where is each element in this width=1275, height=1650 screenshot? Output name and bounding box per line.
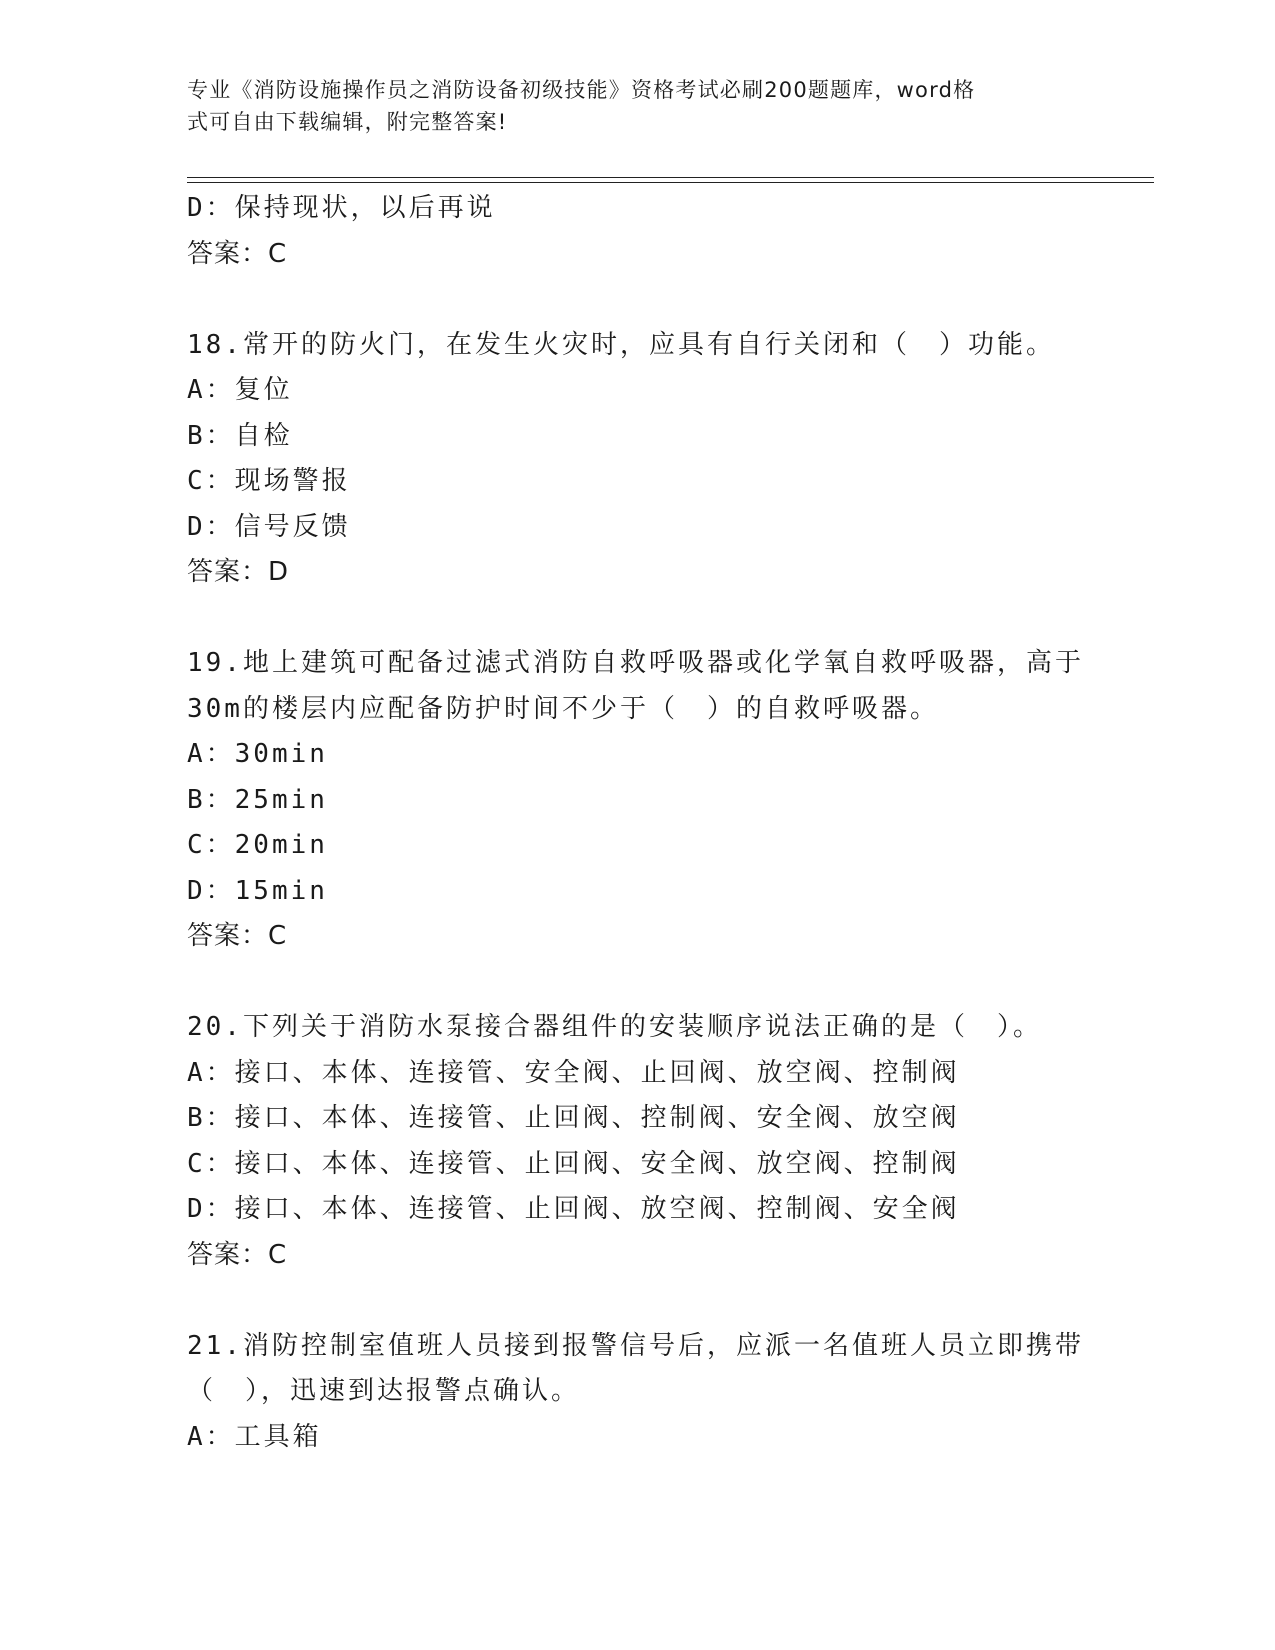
answer-line: 答案：C [187, 921, 288, 951]
question-18-block [187, 323, 1187, 596]
answer-line: 答案：C [187, 238, 288, 269]
question-17-block [187, 186, 1187, 277]
document-header [187, 74, 1067, 138]
option-d: D：15min [187, 875, 328, 906]
option-d: D：信号反馈 [187, 511, 351, 542]
question-text-line-1: 21.消防控制室值班人员接到报警信号后，应派一名值班人员立即携带 [187, 1330, 1084, 1361]
question-text-line-2: （ ），迅速到达报警点确认。 [187, 1376, 581, 1406]
option-b: B：接口、本体、连接管、止回阀、控制阀、安全阀、放空阀 [187, 1103, 960, 1133]
question-21-block [187, 1324, 1187, 1461]
header-divider-bottom [187, 182, 1154, 183]
option-a: A：工具箱 [187, 1421, 322, 1452]
question-list [187, 186, 1187, 1460]
header-line-1: 专业《消防设施操作员之消防设备初级技能》资格考试必刷200题题库，word格 [187, 78, 976, 102]
option-c: C：接口、本体、连接管、止回阀、安全阀、放空阀、控制阀 [187, 1148, 960, 1179]
question-text: 20.下列关于消防水泵接合器组件的安装顺序说法正确的是（ ）。 [187, 1012, 1042, 1042]
option-c: C：20min [187, 830, 328, 860]
option-d: D：接口、本体、连接管、止回阀、放空阀、控制阀、安全阀 [187, 1194, 960, 1224]
question-20-block [187, 1005, 1187, 1278]
option-c: C：现场警报 [187, 466, 351, 496]
option-a: A：接口、本体、连接管、安全阀、止回阀、放空阀、控制阀 [187, 1057, 960, 1088]
option-b: B：25min [187, 784, 328, 815]
question-text-line-2: 30m的楼层内应配备防护时间不少于（ ）的自救呼吸器。 [187, 693, 939, 724]
option-d: D：保持现状，以后再说 [187, 193, 496, 223]
question-text-line-1: 19.地上建筑可配备过滤式消防自救呼吸器或化学氧自救呼吸器，高于 [187, 648, 1084, 678]
answer-line: 答案：C [187, 1239, 288, 1270]
answer-line: 答案：D [187, 557, 290, 587]
header-divider-top [187, 177, 1154, 178]
option-b: B：自检 [187, 420, 293, 451]
option-a: A：30min [187, 739, 328, 769]
question-19-block [187, 641, 1187, 960]
option-a: A：复位 [187, 375, 293, 405]
header-line-2: 式可自由下载编辑，附完整答案! [187, 110, 508, 134]
question-text: 18.常开的防火门，在发生火灾时，应具有自行关闭和（ ）功能。 [187, 329, 1055, 360]
